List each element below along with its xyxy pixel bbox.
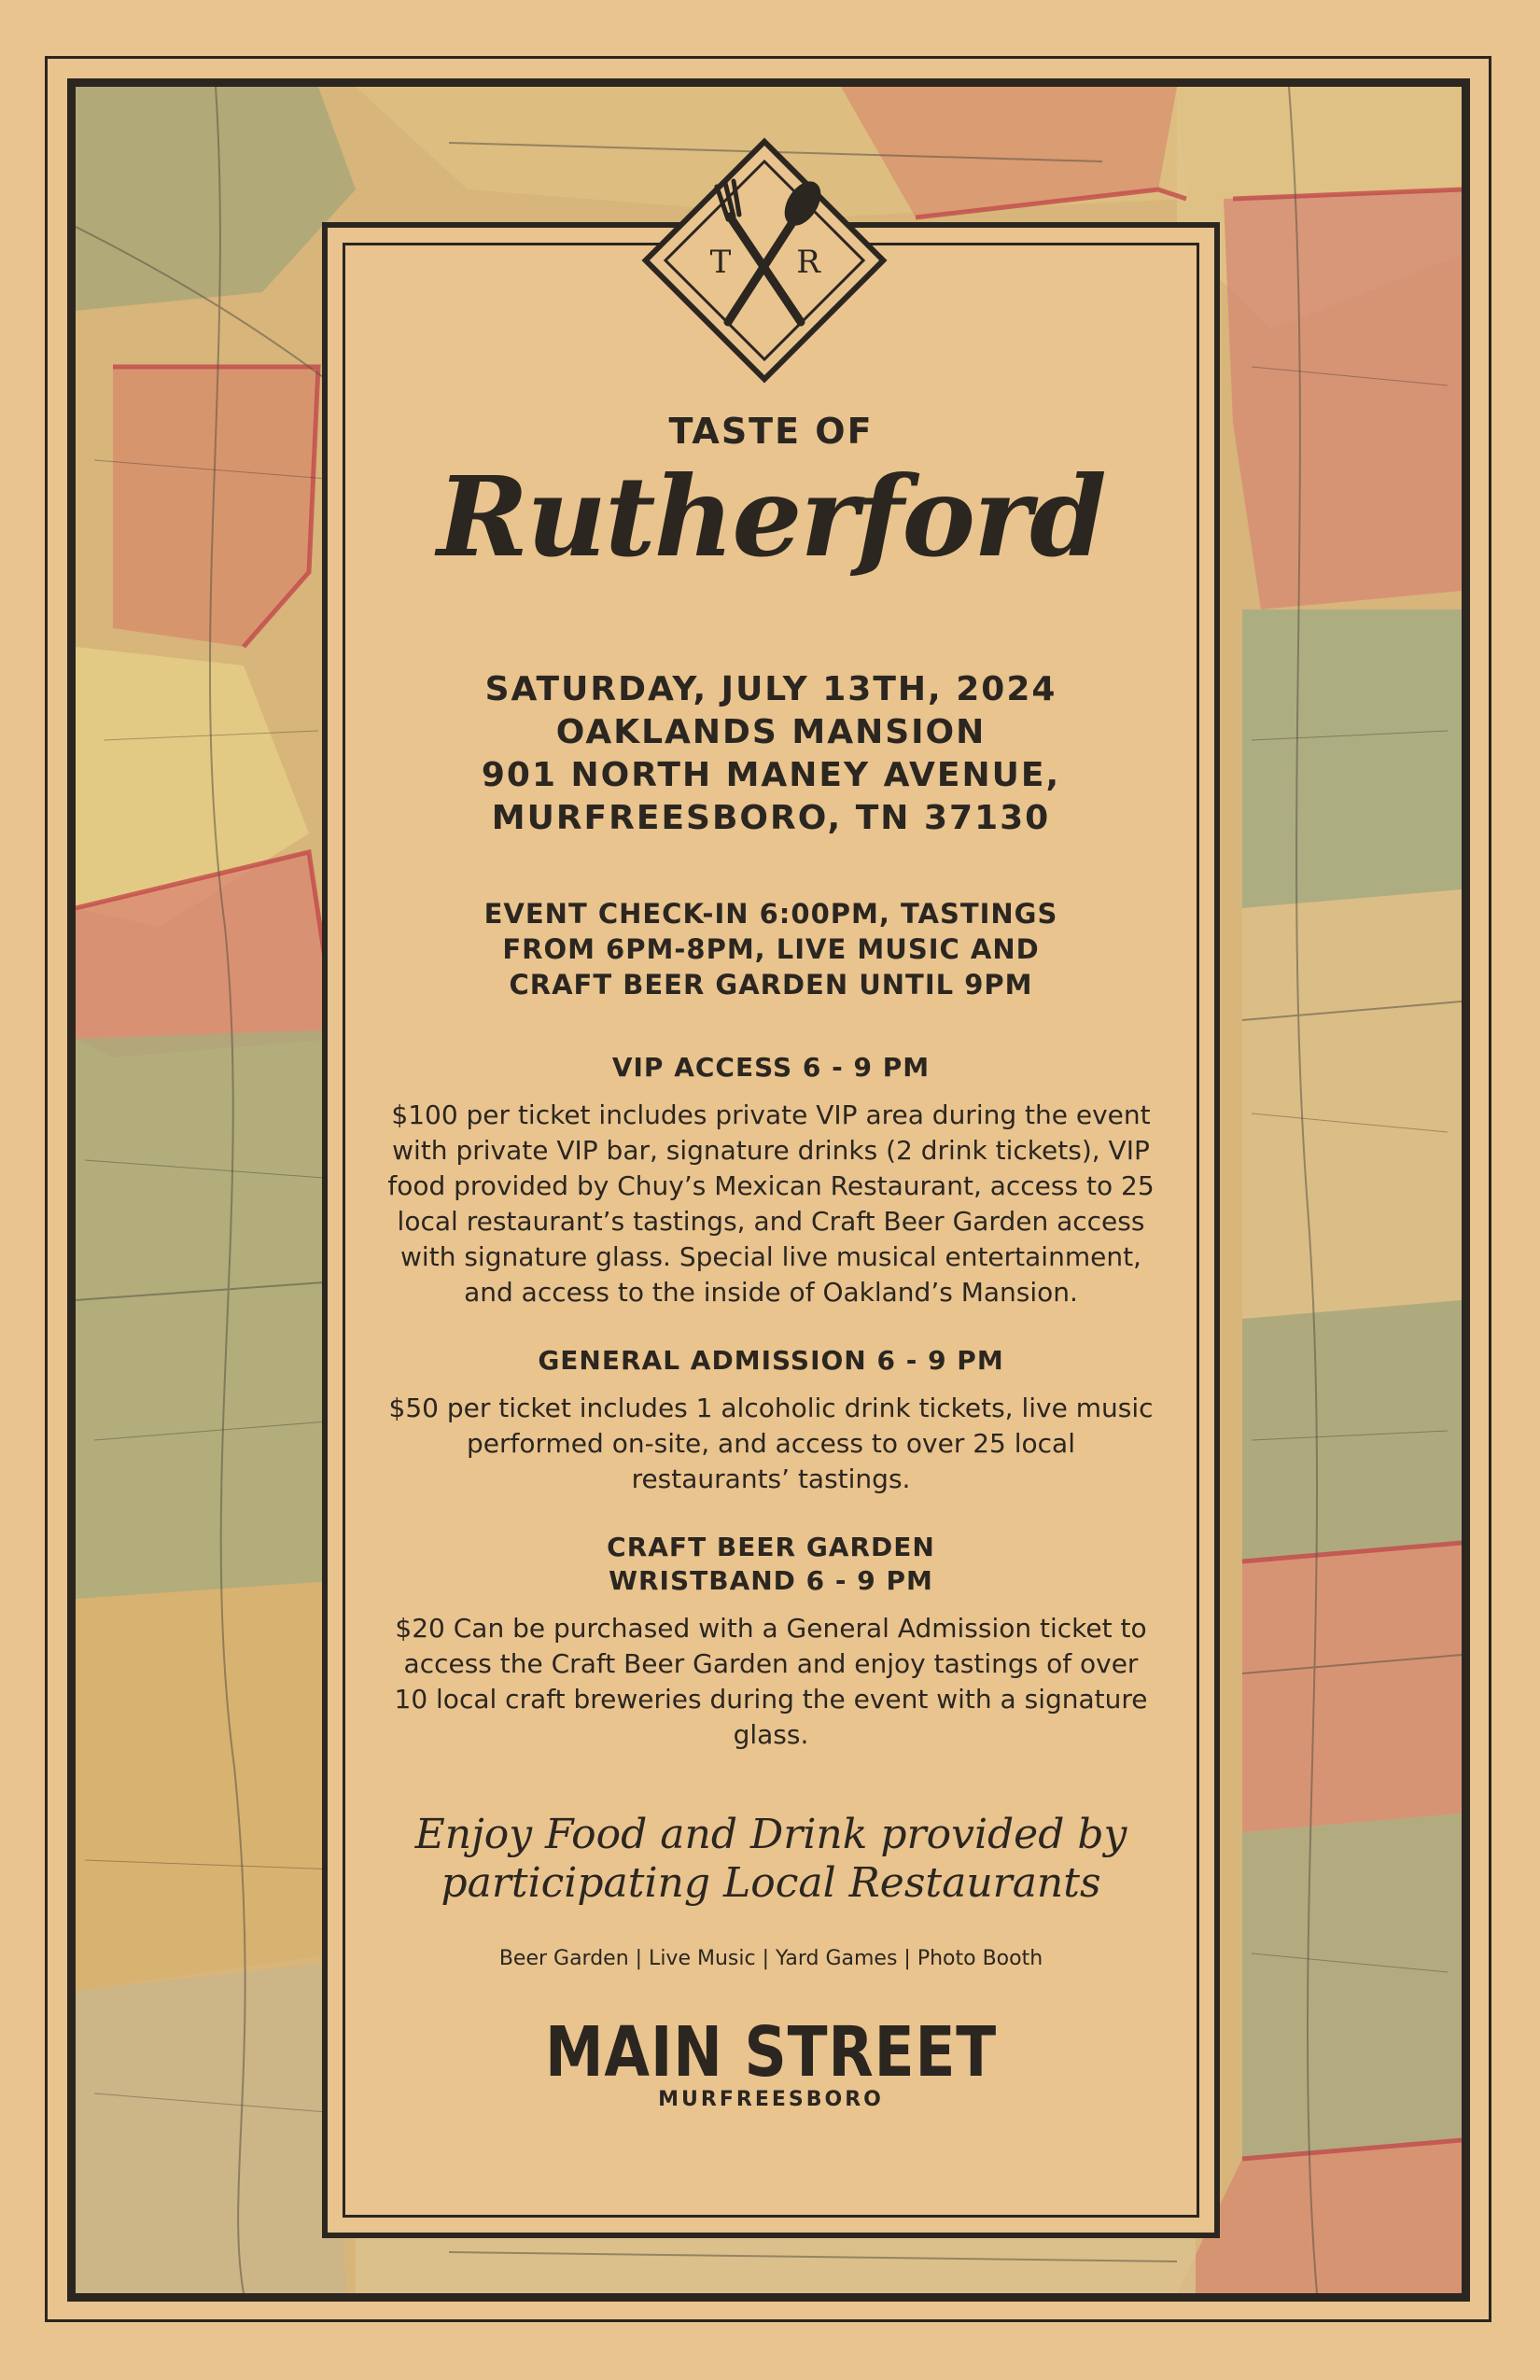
tagline-line1: Enjoy Food and Drink provided by xyxy=(414,1811,1127,1858)
event-details xyxy=(322,668,1220,840)
schedule-line: CRAFT BEER GARDEN UNTIL 9PM xyxy=(509,969,1033,1001)
event-street: 901 NORTH MANEY AVENUE, xyxy=(481,756,1061,794)
beer-garden-description: $20 Can be purchased with a General Admission ticket to access the Craft Beer Garden and enjoy tastings of over 10 local craft breweries during the event with a signature glass. xyxy=(394,1613,1148,1750)
beer-garden-title-line1: CRAFT BEER GARDEN xyxy=(607,1532,935,1562)
logo-letter-left: T xyxy=(709,244,732,281)
flyer-content xyxy=(322,392,1220,2111)
event-venue: OAKLANDS MANSION xyxy=(555,713,987,751)
title-kicker: TASTE OF xyxy=(668,411,874,452)
vip-title: VIP ACCESS 6 - 9 PM xyxy=(611,1052,931,1083)
amenities-list: Beer Garden | Live Music | Yard Games | Photo Booth xyxy=(498,1947,1043,1970)
event-date: SATURDAY, JULY 13TH, 2024 xyxy=(484,670,1057,708)
tagline-line2: participating Local Restaurants xyxy=(441,1859,1101,1907)
general-admission-description: $50 per ticket includes 1 alcoholic drink tickets, live music performed on-site, and access to over 25 local restaurants’ tastings. xyxy=(388,1393,1154,1494)
sponsor-logo: MAIN STREET xyxy=(544,2012,998,2093)
beer-garden-title xyxy=(322,1531,1220,1598)
schedule-line: EVENT CHECK-IN 6:00PM, TASTINGS xyxy=(483,898,1058,930)
event-name: Rutherford xyxy=(437,452,1105,581)
event-schedule xyxy=(322,896,1220,1002)
schedule-line: FROM 6PM-8PM, LIVE MUSIC AND xyxy=(502,933,1040,965)
event-city: MURFREESBORO, TN 37130 xyxy=(491,799,1051,837)
logo-letter-right: R xyxy=(796,244,820,281)
vip-description: $100 per ticket includes private VIP area during the event with private VIP bar, signature drinks (2 drink tickets), VIP food provided by Chuy’s Mexican Restaurant, access to 25 local restaurant’s tastings, and Craft Beer Garden access with signature glass. Special live musical entertainment, and access to the inside of Oakland’s Mansion. xyxy=(387,1099,1155,1308)
beer-garden-title-line2: WRISTBAND 6 - 9 PM xyxy=(609,1565,933,1596)
tagline xyxy=(322,1811,1220,1908)
sponsor-subtitle: MURFREESBORO xyxy=(658,2088,884,2111)
taste-of-rutherford-logo xyxy=(635,131,894,390)
general-admission-title: GENERAL ADMISSION 6 - 9 PM xyxy=(538,1345,1004,1376)
